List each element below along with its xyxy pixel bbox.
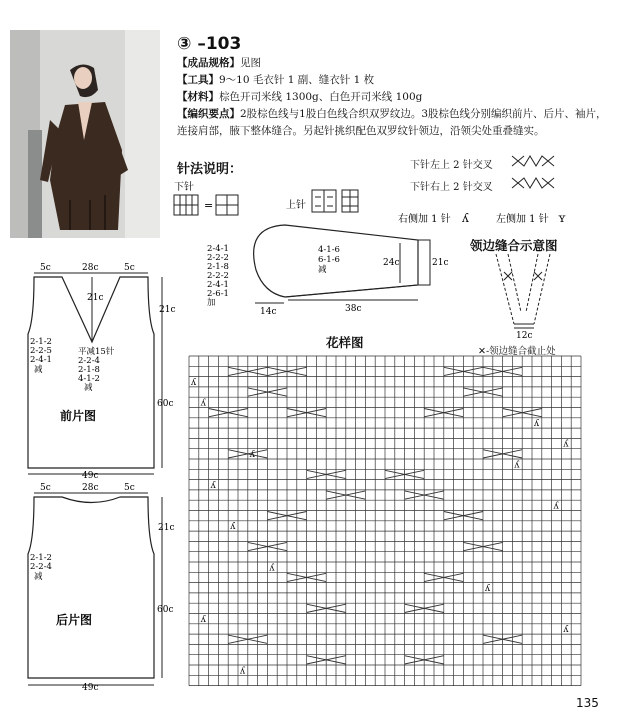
chart-increase-mark: ʎ xyxy=(553,501,559,512)
front-neck-note: 4-1-2 xyxy=(78,374,100,384)
sleeve-inc-note: 加 xyxy=(207,298,216,308)
front-title: 前片图 xyxy=(60,409,97,423)
front-width: 49c xyxy=(82,471,99,480)
chart-increase-mark: ʎ xyxy=(200,614,206,625)
back-body-height: 60c xyxy=(157,605,174,615)
knit-up-grid-icon xyxy=(342,190,358,212)
chart-increase-mark: ʎ xyxy=(200,398,206,409)
chart-increase-mark: ʎ xyxy=(210,480,216,491)
inc-right-symbol-icon: ʎ xyxy=(462,211,469,225)
chart-increase-mark: ʎ xyxy=(240,666,246,677)
legend-inc-right-label: 右侧加 1 针 xyxy=(398,214,451,225)
back-armhole-height: 21c xyxy=(158,523,175,533)
chart-title: 花样图 xyxy=(326,335,364,350)
inc-left-symbol-icon: ʏ xyxy=(558,211,566,225)
front-armhole-height: 21c xyxy=(159,305,176,315)
chart-increase-mark: ʎ xyxy=(563,625,569,636)
front-body-height: 60c xyxy=(157,399,174,409)
sleeve-dec-note: 6-1-6 xyxy=(318,255,340,265)
sleeve-dec-note: 减 xyxy=(318,265,327,275)
neck-seam-diagram xyxy=(486,252,576,342)
back-armhole-note: 2-2-4 xyxy=(30,562,52,572)
spec-notes: 【编织要点】2股棕色线与1股白色线合织双罗纹边。3股棕色线分别编织前片、后片、袖片，连接肩部，腋下整体缝合。另起针挑织配色双罗纹针领边，沿领尖处重叠缝实。 xyxy=(177,108,607,137)
back-piece-diagram xyxy=(12,482,182,692)
front-top-mid: 28c xyxy=(82,263,99,273)
sleeve-dec-note: 4-1-6 xyxy=(318,245,340,255)
sleeve-cuff xyxy=(418,240,430,285)
spec-materials: 【材料】棕色开司米线 1300g、白色开司米线 100g xyxy=(177,91,423,103)
front-armhole-note: 2-1-2 xyxy=(30,337,52,347)
front-armhole-note: 减 xyxy=(34,365,43,375)
cross-left-symbol-icon xyxy=(510,154,556,168)
sleeve-inc-note: 2-2-2 xyxy=(207,253,229,263)
back-armhole-note: 2-1-2 xyxy=(30,553,52,563)
stitch-pattern-chart xyxy=(188,355,583,690)
back-width: 49c xyxy=(82,683,99,692)
sleeve-inc-note: 2-1-8 xyxy=(207,262,229,272)
model-photo xyxy=(10,30,160,238)
spec-finished: 【成品规格】见图 xyxy=(177,57,261,69)
back-armhole-note: 减 xyxy=(34,572,43,582)
chart-increase-mark: ʎ xyxy=(563,439,569,450)
legend-inc-left-label: 左侧加 1 针 xyxy=(496,214,549,225)
sleeve-cuff-width: 14c xyxy=(260,307,277,317)
back-top-mid: 28c xyxy=(82,483,99,493)
sleeve-inc-note: 2-6-1 xyxy=(207,289,229,299)
knit-down-symbol-icon xyxy=(174,195,198,215)
chart-increase-mark: ʎ xyxy=(485,583,491,594)
specs-block xyxy=(177,55,607,140)
front-piece-diagram xyxy=(12,262,182,480)
sleeve-total-height: 21c xyxy=(432,258,449,268)
back-title: 后片图 xyxy=(56,613,93,627)
front-neck-depth: 21c xyxy=(87,293,104,303)
neck-caption: ✕-领边缝合截止处 xyxy=(478,346,556,357)
legend-cross-right-label: 下针右上 2 针交叉 xyxy=(410,182,493,193)
knit-up-symbol-icon xyxy=(312,190,336,212)
front-top-right: 5c xyxy=(124,263,135,273)
front-neck-note: 2-1-8 xyxy=(78,365,100,375)
pattern-code: –103 xyxy=(197,34,242,54)
back-top-right: 5c xyxy=(124,483,135,493)
chart-increase-mark: ʎ xyxy=(269,563,275,574)
front-neck-note: 平减15针 xyxy=(78,347,115,357)
sleeve-inc-note: 2-4-1 xyxy=(207,244,229,254)
back-outline xyxy=(28,497,154,678)
legend-knit-down-label: 下针 xyxy=(174,182,194,193)
sleeve-hem xyxy=(285,285,418,297)
chart-increase-mark: ʎ xyxy=(249,450,255,460)
front-armhole-note: 2-2-5 xyxy=(30,346,52,356)
chart-increase-mark: ʎ xyxy=(191,377,197,388)
front-neck-note: 减 xyxy=(84,383,93,393)
legend-knit-up-label: 上针 xyxy=(286,200,306,211)
chart-increase-mark: ʎ xyxy=(514,460,520,471)
number-badge: ③ xyxy=(177,34,192,54)
sleeve-inc-note: 2-2-2 xyxy=(207,271,229,281)
sleeve-length: 38c xyxy=(345,304,362,314)
cross-right-symbol-icon xyxy=(510,176,556,190)
knit-down-grid-icon xyxy=(216,195,238,215)
front-neck-note: 2-2-4 xyxy=(78,356,100,366)
chart-increase-mark: ʎ xyxy=(230,522,236,533)
front-armhole-note: 2-4-1 xyxy=(30,355,52,365)
front-top-left: 5c xyxy=(40,263,51,273)
neck-width: 12c xyxy=(516,331,533,341)
sleeve-diagram xyxy=(200,215,450,320)
legend-cross-left-label: 下针左上 2 针交叉 xyxy=(410,160,493,171)
page-number: 135 xyxy=(576,696,599,710)
legend-title: 针法说明： xyxy=(177,162,243,177)
chart-increase-mark: ʎ xyxy=(534,419,540,430)
legend-equals: = xyxy=(204,199,214,212)
sleeve-cuff-height: 24c xyxy=(383,258,400,268)
pattern-title xyxy=(177,34,241,54)
neck-diagram-title: 领边缝合示意图 xyxy=(470,238,558,253)
back-top-left: 5c xyxy=(40,483,51,493)
spec-tools: 【工具】9～10 毛衣针 1 副、缝衣针 1 枚 xyxy=(177,74,375,86)
sleeve-inc-note: 2-4-1 xyxy=(207,280,229,290)
